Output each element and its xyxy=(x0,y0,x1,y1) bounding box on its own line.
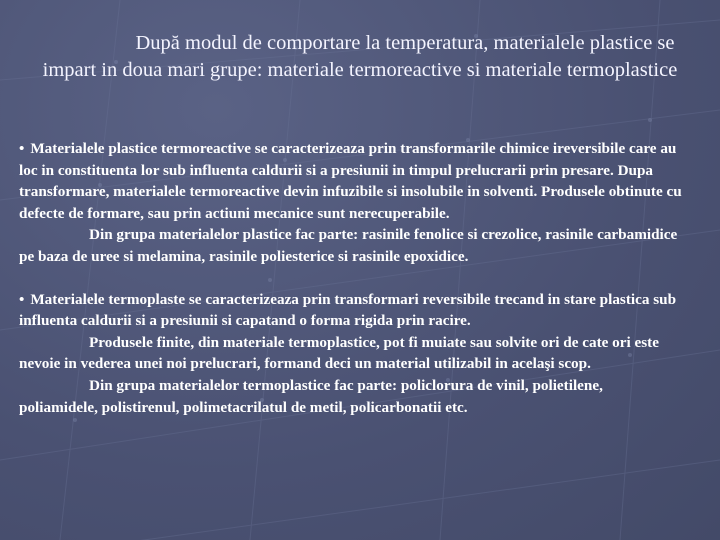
slide-title-text: După modul de comportare la temperatura, materialele plastice se impart in doua mari grupe: materiale termoreactive si materiale termoplastice xyxy=(42,32,678,81)
paragraph-text: Din grupa materialelor termoplastice fac parte: policlorura de vinil, polietilene, poliamidele, polistirenul, polimetacrilatul de metil, policarbonatii etc. xyxy=(19,376,603,416)
paragraph-text: Produsele finite, din materiale termoplastice, pot fi muiate sau solvite ori de cate ori este nevoie in vederea unei noi prelucrari, formand deci un material utilizabil in acelaşi scop. xyxy=(19,333,659,373)
paragraph-thermoplastic-examples xyxy=(19,375,685,418)
bullet-marker: • xyxy=(19,290,25,308)
paragraph-thermoplastic xyxy=(19,289,685,332)
bullet-marker: • xyxy=(19,140,25,157)
paragraph-text: Din grupa materialelor plastice fac parte: rasinile fenolice si crezolice, rasinile carbamidice pe baza de uree si melamina, rasinile poliesterice si rasinile epoxidice. xyxy=(19,226,678,265)
slide-body xyxy=(19,138,685,418)
paragraph-text: Materialele plastice termoreactive se caracterizeaza prin transformarile chimice ireversibile care au loc in constituenta lor sub influenta caldurii si a presiunii in timpul prelucrarii prin presare. Dupa transformare, materialele termoreactive devin infuzibile si insolubile in solventi. Produsele obtinute cu defecte de formare, sau prin actiuni mecanice sunt nerecuperabile. xyxy=(19,140,682,222)
paragraph-thermoplastic-products xyxy=(19,332,685,375)
paragraph-thermoset-examples xyxy=(19,224,685,267)
slide-title xyxy=(20,30,700,84)
paragraph-text: Materialele termoplaste se caracterizeaza prin transformari reversibile trecand in stare plastica sub influenta caldurii si a presiunii si capatand o forma rigida prin racire. xyxy=(19,290,677,330)
paragraph-thermoset xyxy=(19,138,685,224)
